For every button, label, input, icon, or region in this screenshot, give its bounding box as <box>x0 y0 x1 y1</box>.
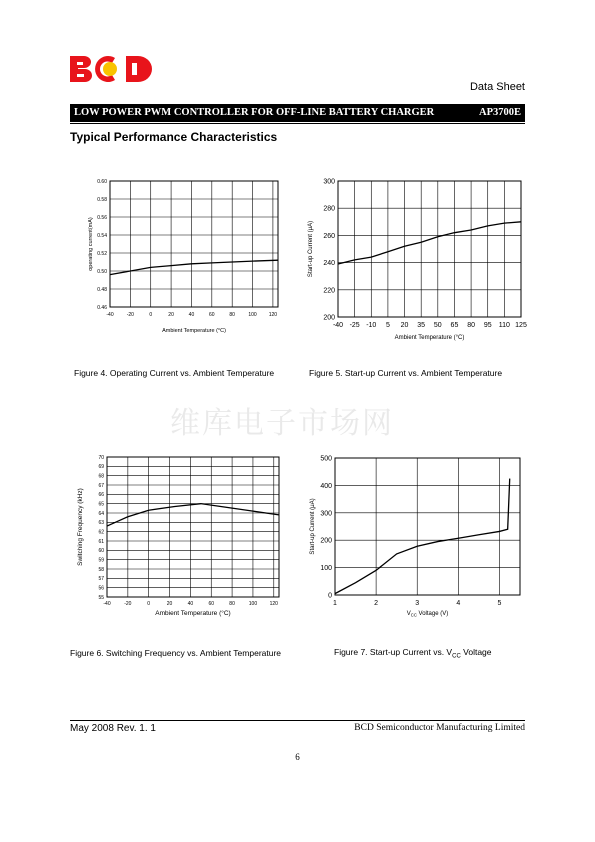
footer-company: BCD Semiconductor Manufacturing Limited <box>354 723 525 733</box>
x-tick-label: 4 <box>456 600 461 607</box>
y-axis-label: Switching Frequency (kHz) <box>77 488 84 566</box>
y-tick-label: 68 <box>98 473 104 480</box>
caption-fig6: Figure 6. Switching Frequency vs. Ambient Temperature <box>70 648 282 658</box>
doc-title: LOW POWER PWM CONTROLLER FOR OFF-LINE BATTERY CHARGER <box>74 107 435 118</box>
section-title: Typical Performance Characteristics <box>70 130 278 144</box>
x-tick-label: -40 <box>332 322 344 329</box>
y-tick-label: 59 <box>98 557 104 564</box>
y-tick-label: 0.50 <box>97 268 107 275</box>
y-tick-label: 67 <box>98 482 104 489</box>
x-tick-label: 120 <box>268 312 278 318</box>
y-tick-label: 63 <box>98 520 104 527</box>
y-tick-label: 57 <box>98 576 104 583</box>
y-tick-label: 0.54 <box>97 232 107 239</box>
chart-fig5 <box>300 172 535 347</box>
doc-type: Data Sheet <box>469 81 525 93</box>
y-tick-label: 500 <box>320 455 332 463</box>
x-tick-label: 60 <box>208 601 215 607</box>
x-tick-label: -40 <box>103 601 111 607</box>
y-tick-label: 55 <box>98 594 104 601</box>
x-tick-label: -40 <box>106 312 114 318</box>
y-tick-label: 100 <box>320 565 332 573</box>
x-tick-label: 110 <box>498 322 510 329</box>
y-axis-label: Start-up Current (μA) <box>308 220 314 278</box>
y-tick-label: 0.58 <box>97 196 107 203</box>
y-tick-label: 300 <box>323 178 335 186</box>
y-tick-label: 61 <box>98 538 104 545</box>
y-tick-label: 0 <box>328 592 332 600</box>
x-axis-label: Ambient Temperature (°C) <box>394 335 465 341</box>
y-tick-label: 200 <box>323 314 335 322</box>
y-tick-label: 66 <box>98 492 104 499</box>
page-number: 6 <box>295 752 300 762</box>
x-tick-label: 20 <box>166 601 173 607</box>
x-tick-label: 80 <box>467 322 475 329</box>
x-tick-label: -10 <box>366 322 377 329</box>
y-tick-label: 0.52 <box>97 250 107 257</box>
x-tick-label: -20 <box>126 312 134 318</box>
plot-frame <box>335 458 520 595</box>
bcd-logo <box>70 54 152 84</box>
x-tick-label: 0 <box>147 601 151 607</box>
caption-fig7 <box>334 647 492 660</box>
series-line <box>338 222 521 264</box>
x-axis-label: Ambient Temperature (°C) <box>162 328 226 334</box>
y-tick-label: 400 <box>320 482 332 490</box>
y-tick-label: 300 <box>320 510 332 518</box>
chart-fig7 <box>300 450 530 622</box>
y-tick-label: 65 <box>98 501 104 508</box>
x-tick-label: 1 <box>333 600 337 607</box>
x-tick-label: 0 <box>149 312 153 318</box>
x-axis-label: Ambient Temperature (°C) <box>155 610 231 617</box>
x-tick-label: 95 <box>483 322 492 329</box>
y-tick-label: 0.46 <box>97 304 107 311</box>
caption-fig5: Figure 5. Start-up Current vs. Ambient Temperature <box>309 368 503 378</box>
caption-fig4: Figure 4. Operating Current vs. Ambient Temperature <box>74 368 275 378</box>
y-tick-label: 240 <box>323 260 335 268</box>
y-tick-label: 200 <box>320 537 332 545</box>
y-tick-label: 0.56 <box>97 214 107 221</box>
x-tick-label: 100 <box>248 601 258 607</box>
y-tick-label: 280 <box>323 205 335 213</box>
title-rule <box>70 123 525 124</box>
x-tick-label: 80 <box>229 312 235 318</box>
x-tick-label: 5 <box>497 600 502 607</box>
x-tick-label: 80 <box>229 601 235 607</box>
x-tick-label: 35 <box>417 322 426 329</box>
y-tick-label: 60 <box>98 548 104 555</box>
footer-date: May 2008 Rev. 1. 1 <box>70 723 156 734</box>
x-tick-label: 60 <box>209 312 215 318</box>
x-tick-label: 120 <box>269 601 278 607</box>
caption-fig7-post: Voltage <box>460 647 492 657</box>
x-tick-label: -20 <box>124 601 132 607</box>
x-tick-label: 50 <box>433 322 442 329</box>
y-tick-label: 69 <box>98 464 104 471</box>
plot-frame <box>338 181 521 317</box>
y-tick-label: 58 <box>98 566 104 573</box>
y-axis-label: Start-up Current (μA) <box>310 498 316 555</box>
series-line <box>335 479 510 594</box>
x-tick-label: -25 <box>349 322 360 329</box>
x-tick-label: 20 <box>400 322 409 329</box>
x-tick-label: 5 <box>385 322 390 329</box>
y-axis-label: operating current(mA) <box>88 217 94 271</box>
title-bar <box>70 104 525 122</box>
x-tick-label: 65 <box>450 322 459 329</box>
chart-fig6 <box>70 450 290 622</box>
x-tick-label: 40 <box>187 601 194 607</box>
y-tick-label: 70 <box>98 454 104 461</box>
y-tick-label: 0.60 <box>97 178 107 185</box>
x-tick-label: 3 <box>415 600 420 607</box>
y-tick-label: 56 <box>98 585 104 592</box>
x-tick-label: 40 <box>188 312 195 318</box>
y-tick-label: 260 <box>323 232 335 240</box>
x-axis-label: $V_{CC}$ Voltage (V) <box>406 611 449 618</box>
caption-fig7-sub: CC <box>452 653 461 660</box>
footer-rule <box>70 720 525 721</box>
x-tick-label: 125 <box>515 322 527 329</box>
x-tick-label: 20 <box>168 312 174 318</box>
x-tick-label: 100 <box>248 312 257 318</box>
watermark: 维库电子市场网 <box>170 406 394 441</box>
y-tick-label: 220 <box>323 287 335 295</box>
y-tick-label: 0.48 <box>97 286 107 293</box>
caption-fig7-pre: Figure 7. Start-up Current vs. V <box>334 647 453 657</box>
part-number: AP3700E <box>479 107 521 118</box>
x-tick-label: 2 <box>374 600 379 607</box>
chart-fig4 <box>70 172 290 342</box>
y-tick-label: 64 <box>98 510 104 517</box>
y-tick-label: 62 <box>98 529 104 536</box>
